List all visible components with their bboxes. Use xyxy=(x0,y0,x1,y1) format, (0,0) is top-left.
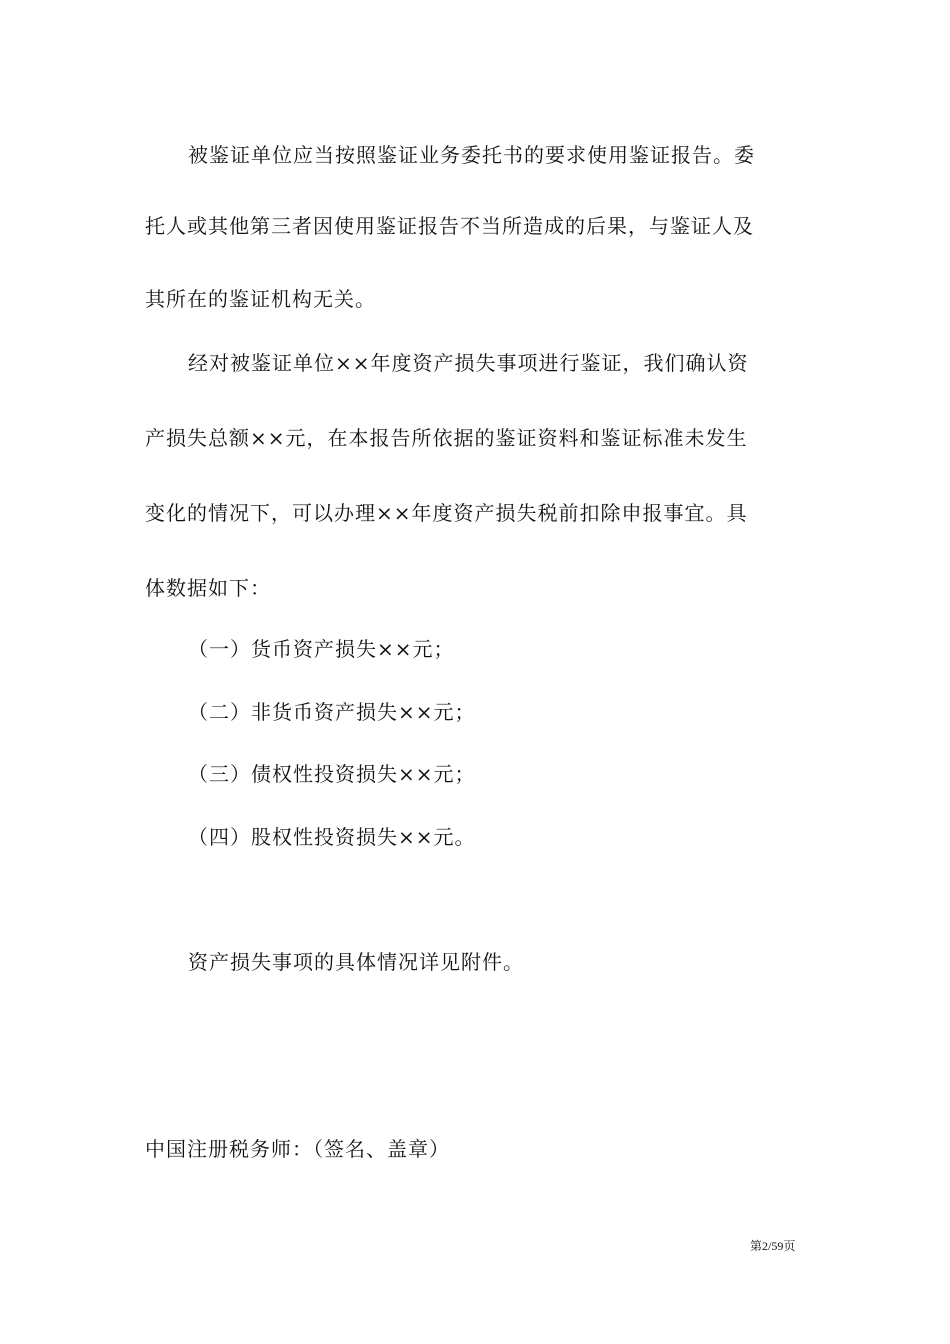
attachment-note: 资产损失事项的具体情况详见附件。 xyxy=(188,950,524,974)
paragraph-2-line-1: 经对被鉴证单位××年度资产损失事项进行鉴证，我们确认资 xyxy=(188,351,749,375)
page-number: 第2/59页 xyxy=(750,1239,796,1253)
list-item: （一）货币资产损失××元； xyxy=(188,637,455,661)
paragraph-1-line-3: 其所在的鉴证机构无关。 xyxy=(145,287,376,311)
paragraph-2-line-2: 产损失总额××元，在本报告所依据的鉴证资料和鉴证标准未发生 xyxy=(145,426,748,450)
paragraph-2-line-3: 变化的情况下，可以办理××年度资产损失税前扣除申报事宜。具 xyxy=(145,501,748,525)
signature-line: 中国注册税务师：（签名、盖章） xyxy=(145,1137,450,1161)
paragraph-1-line-1: 被鉴证单位应当按照鉴证业务委托书的要求使用鉴证报告。委 xyxy=(188,143,755,167)
paragraph-2-line-4: 体数据如下： xyxy=(145,576,271,600)
list-item: （二）非货币资产损失××元； xyxy=(188,700,476,724)
list-item: （四）股权性投资损失××元。 xyxy=(188,825,476,849)
list-item: （三）债权性投资损失××元； xyxy=(188,762,476,786)
paragraph-1-line-2: 托人或其他第三者因使用鉴证报告不当所造成的后果，与鉴证人及 xyxy=(145,214,754,238)
